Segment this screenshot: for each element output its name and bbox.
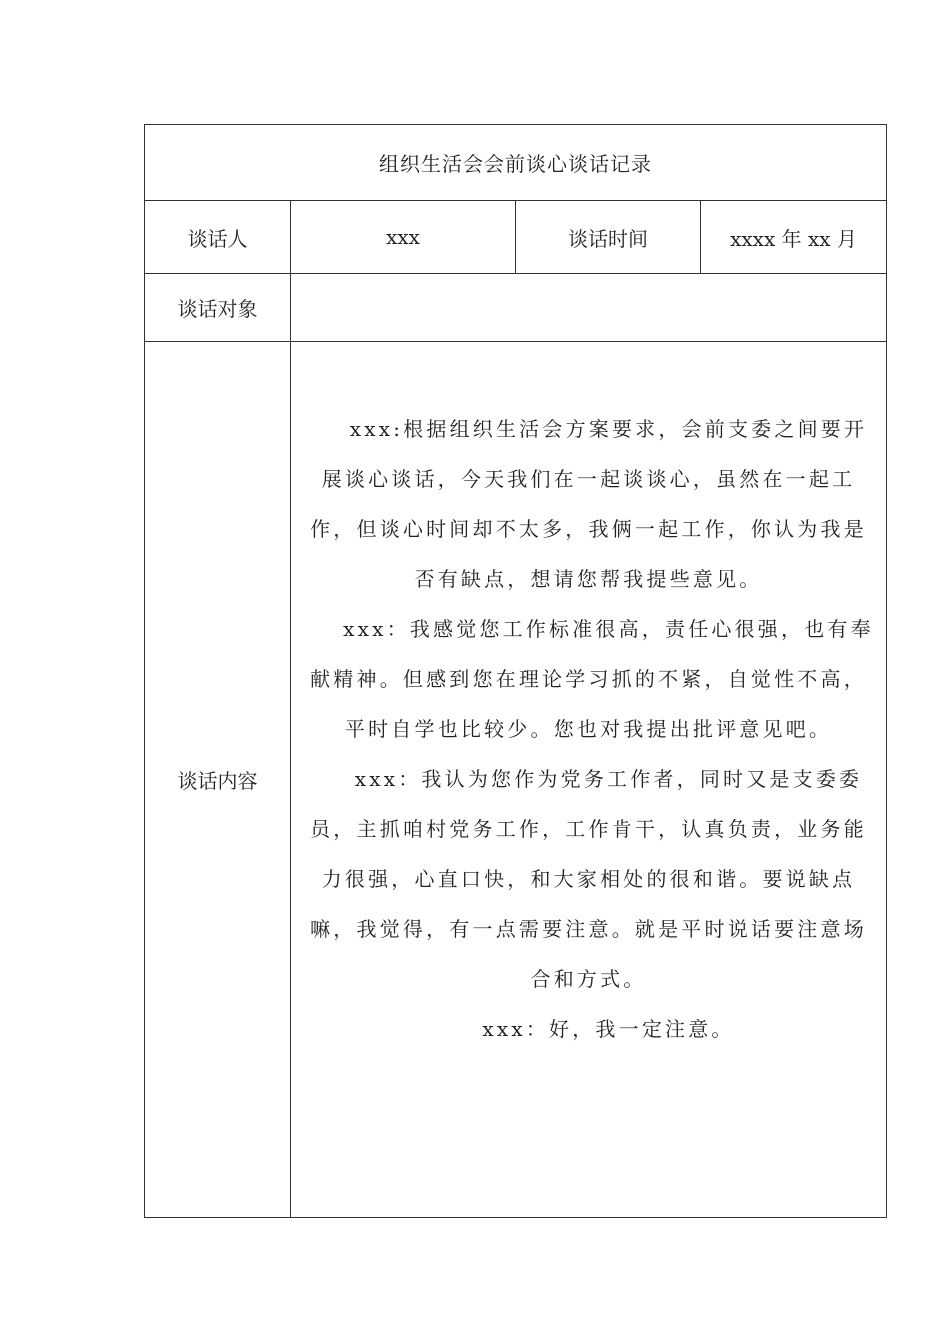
target-label: 谈话对象 [145, 274, 291, 342]
form-title: 组织生活会会前谈心谈话记录 [145, 125, 887, 201]
target-value [291, 274, 887, 342]
content-body [291, 342, 887, 1218]
speaker-label: 谈话人 [145, 201, 291, 274]
time-label: 谈话时间 [516, 201, 701, 274]
content-paragraph: xxx：我感觉您工作标准很高，责任心很强，也有奉献精神。但感到您在理论学习抓的不紧，自觉性不高，平时自学也比较少。您也对我提出批评意见吧。 [310, 617, 874, 741]
content-label: 谈话内容 [145, 342, 291, 1218]
content-paragraph: xxx：好，我一定注意。 [482, 1017, 735, 1041]
talk-record-table [144, 124, 887, 1218]
content-paragraph: xxx:根据组织生活会方案要求，会前支委之间要开展谈心谈话，今天我们在一起谈谈心，虽然在一起工作，但谈心时间却不太多，我俩一起工作，你认为我是否有缺点，想请您帮我提些意见。 [310, 417, 868, 591]
speaker-value: xxx [291, 201, 516, 274]
content-paragraph: xxx：我认为您作为党务工作者，同时又是支委委员，主抓咱村党务工作，工作肯干，认真负责，业务能力很强，心直口快，和大家相处的很和谐。要说缺点嘛，我觉得，有一点需要注意。就是平时说话要注意场合和方式。 [310, 767, 867, 991]
time-value: xxxx 年 xx 月 [701, 201, 887, 274]
